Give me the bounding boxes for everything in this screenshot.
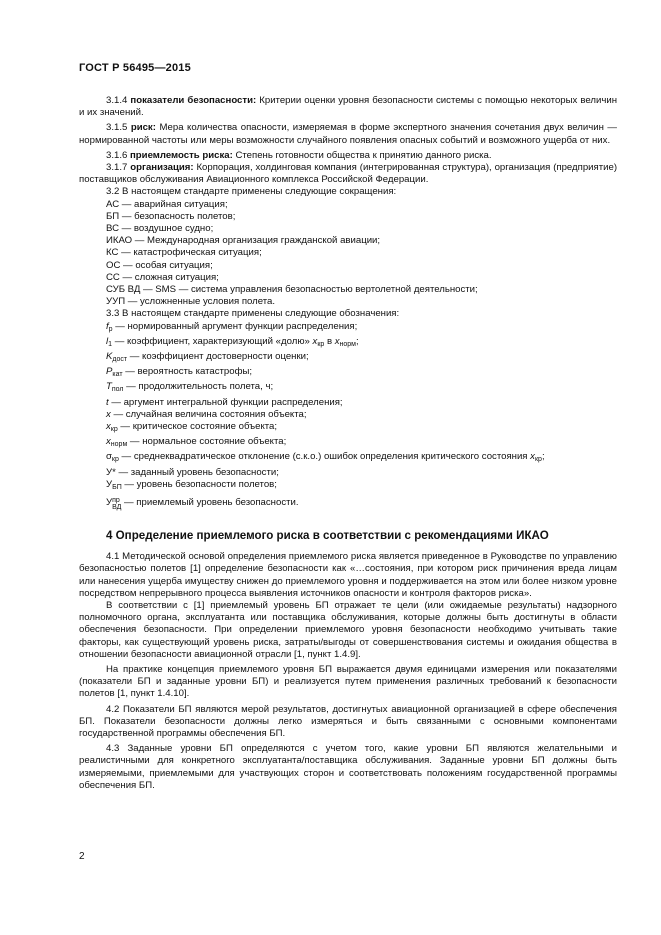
notation-item: $x_{кр}$ — критическое состояние объекта;	[106, 421, 278, 434]
definition-3-1-4: 3.1.4 показатели безопасности: Критерии оценки уровня безопасности системы с помощью некоторых величин и их значений.	[79, 95, 618, 119]
section-4-paragraph: В соответствии с [1] приемлемый уровень БП отражает те цели (или ожидаемые результаты) надзорного полномочного органа, эксплуатанта или поставщика обслуживания, которые должны быть достигнуты в области обеспечения безопасности. При определении приемлемого уровня безопасности необходимо учитывать такие факторы, как существующий уровень риска, затраты/выгоды от совершенствования системы и ожидания общества в отношении безопасности авиационной отрасли [1, пункт 1.4.9].	[79, 599, 617, 660]
definition-3-1-7: 3.1.7 организация: Корпорация, холдинговая компания (интегрированная структура), организация (предприятие) поставщиков обслуживания Авиационного комплекса Российской Федерации.	[79, 162, 618, 186]
notation-item: x — случайная величина состояния объекта;	[106, 408, 307, 420]
section-4-paragraph: 4.3 Заданные уровни БП определяются с учетом того, какие уровни БП являются желательными и реалистичными для конкретного эксплуатанта/поставщика обслуживания. Заданные уровни БП должны быть измеряемыми, приемлемыми для участвующих сторон и соответствовать положениям государственной программы обеспечения БП.	[79, 743, 617, 791]
document-header: ГОСТ Р 56495—2015	[79, 62, 191, 74]
section-4-body	[79, 551, 617, 792]
notation-intro: 3.3 В настоящем стандарте применены следующие обозначения:	[106, 308, 400, 320]
notation-item: $f_р$ — нормированный аргумент функции распределения;	[106, 320, 358, 333]
definition-3-1-6: 3.1.6 приемлемость риска: Степень готовности общества к принятию данного риска.	[106, 149, 492, 161]
abbreviation-item: ОС — особая ситуация;	[106, 259, 213, 271]
notation-item: Упр ВД — приемлемый уровень безопасности.	[106, 497, 299, 512]
abbreviation-item: УУП — усложненные условия полета.	[106, 296, 276, 308]
section-4-paragraph: 4.2 Показатели БП являются мерой результатов, достигнутых авиационной организацией в сфере обеспечения БП. Показатели безопасности должны легко измеряться и быть связанными с основными компонентами государственной программы обеспечения БП.	[79, 703, 617, 739]
notation-block	[79, 308, 617, 511]
abbreviation-item: ИКАО — Международная организация гражданской авиации;	[106, 235, 381, 247]
definitions-block	[79, 95, 617, 186]
abbreviations-intro: 3.2 В настоящем стандарте применены следующие сокращения:	[106, 186, 397, 198]
notation-item: $\sigma_{кр}$ — среднеквадратическое отклонение (с.к.о.) ошибок определения критического состояния $x_{кр}$;	[106, 451, 545, 464]
notation-item: t — аргумент интегральной функции распределения;	[106, 396, 343, 408]
section-4-title: 4 Определение приемлемого риска в соответствии с рекомендациями ИКАО	[106, 529, 549, 543]
section-4-paragraph: На практике концепция приемлемого уровня БП выражается двумя единицами измерения или показателями (показатели БП и заданные уровни БП) и реализуется путем применения различных требований к безопасности полетов [1, пункт 1.4.10].	[79, 663, 617, 700]
notation-item: $У_{БП}$ — уровень безопасности полетов;	[106, 478, 277, 491]
notation-item: $K_{дост}$ — коэффициент достоверности оценки;	[106, 351, 309, 364]
abbreviation-item: СУБ ВД — SMS — система управления безопасностью вертолетной деятельности;	[106, 284, 478, 296]
page-content	[79, 95, 617, 792]
notation-item: $x_{норм}$ — нормальное состояние объекта;	[106, 436, 287, 449]
definition-3-1-5: 3.1.5 риск: Мера количества опасности, измеряемая в форме экспертного значения сочетания двух величин — нормированной частоты или меры возможности случайного появления опасных событий и возможного ущерба от них.	[79, 122, 617, 146]
section-4-paragraph: 4.1 Методической основой определения приемлемого риска является приведенное в Руководстве по управлению безопасностью полетов [1] определение безопасности как «…состояния, при котором риск причинения вреда лицам или нанесения ущерба имуществу снижен до приемлемого уровня и поддерживается на этом или более низком уровне посредством непрерывного процесса выявления источников опасности и контроля факторов риска».	[79, 551, 617, 599]
notation-item: $T_{пол}$ — продолжительность полета, ч;	[106, 381, 274, 394]
abbreviation-item: АС — аварийная ситуация;	[106, 198, 228, 210]
abbreviation-item: СС — сложная ситуация;	[106, 271, 219, 283]
page-number: 2	[79, 851, 85, 862]
abbreviation-item: ВС — воздушное судно;	[106, 223, 214, 235]
notation-item: $P_{кат}$ — вероятность катастрофы;	[106, 366, 253, 379]
abbreviation-item: БП — безопасность полетов;	[106, 210, 236, 222]
notation-item: У* — заданный уровень безопасности;	[106, 466, 279, 478]
abbreviations-block	[79, 186, 617, 308]
notation-item: $l_1$ — коэффициент, характеризующий «долю» $x_{кр}$ в $x_{норм}$;	[106, 335, 359, 348]
abbreviation-item: КС — катастрофическая ситуация;	[106, 247, 262, 259]
